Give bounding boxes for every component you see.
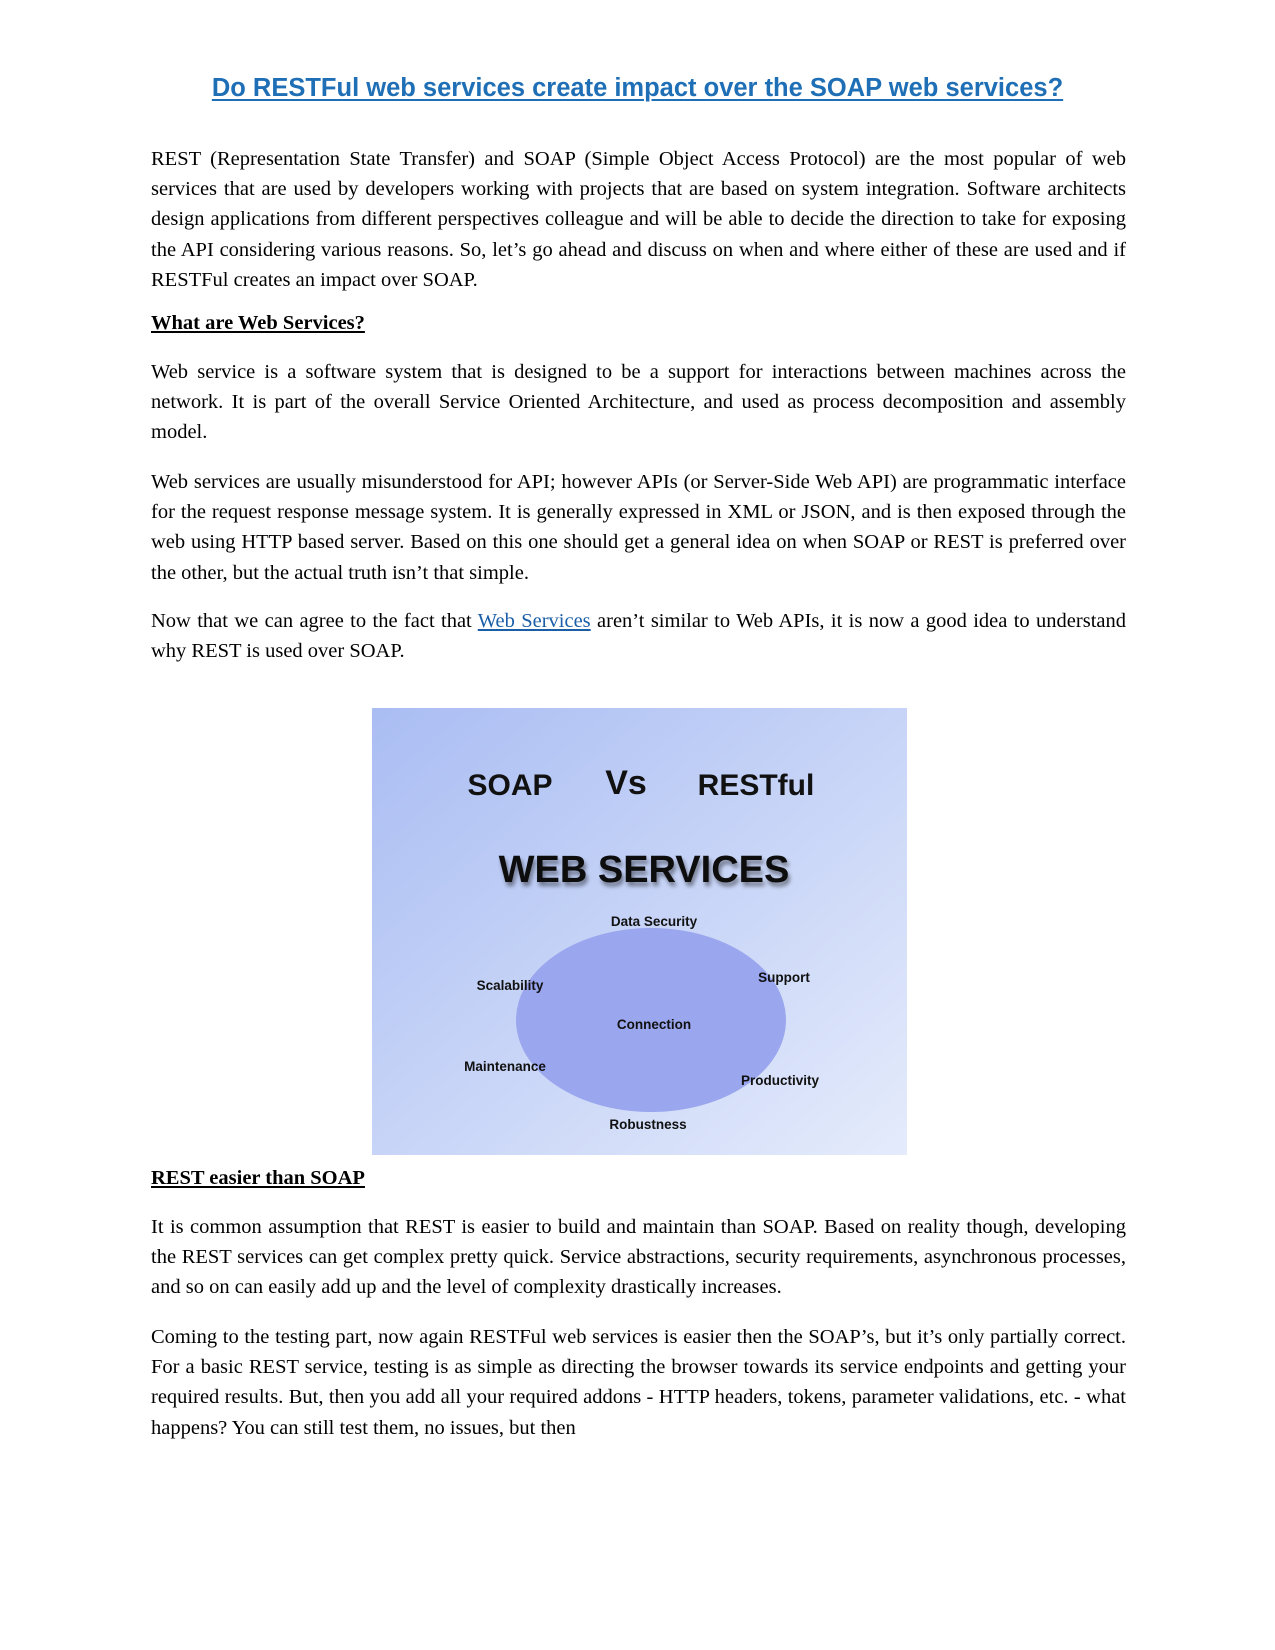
restful-word: RESTful — [697, 769, 815, 802]
section-heading-web-services: What are Web Services? — [151, 312, 365, 334]
label-robustness: Robustness — [609, 1117, 687, 1132]
web-services-paragraph-2: Web services are usually misunderstood for API; however APIs (or Server-Side Web API) are programmatic interface for the request response message system. It is generally expressed in XML or JSON, and is then exposed through the web using HTTP based server. Based on this one should get a general idea on when SOAP or REST is preferred over the other, but the actual truth isn’t that simple. — [151, 471, 1126, 584]
label-connection: Connection — [616, 1017, 692, 1032]
label-scalability: Scalability — [476, 978, 544, 993]
label-support: Support — [758, 970, 810, 985]
label-data-security: Data Security — [610, 914, 698, 929]
rest-easier-paragraph-2: Coming to the testing part, now again RESTFul web services is easier then the SOAP’s, but it’s only partially correct. For a basic REST service, testing is as simple as directing the browser towards its service endpoints and getting your required results. But, then you add all your required addons - HTTP headers, tokens, parameter validations, etc. - what happens? You can still test them, no issues, but then — [151, 1326, 1126, 1439]
web-services-link[interactable]: Web Services — [477, 610, 591, 632]
section-heading-rest-easier: REST easier than SOAP — [151, 1167, 365, 1189]
label-maintenance: Maintenance — [464, 1059, 546, 1074]
intro-paragraph: REST (Representation State Transfer) and SOAP (Simple Object Access Protocol) are the most popular of web services that are used by developers working with projects that are based on system integration. Software architects design applications from different perspectives colleague and will be able to decide the direction to take for exposing the API considering various reasons. So, let’s go ahead and discuss on when and where either of these are used and if RESTFul creates an impact over SOAP. — [151, 148, 1126, 291]
paragraph-text-after-link: aren’t similar to Web APIs, it is now a good idea to understand why REST is used over SOAP. — [151, 610, 1126, 663]
label-productivity: Productivity — [740, 1073, 820, 1088]
soap-vs-restful-figure — [372, 708, 907, 1155]
vs-word: Vs — [605, 764, 647, 802]
soap-word: SOAP — [467, 769, 553, 802]
web-services-paragraph-1: Web service is a software system that is designed to be a support for interactions between machines across the network. It is part of the overall Service Oriented Architecture, and used as process decomposition and assembly model. — [151, 361, 1126, 444]
figure-canvas — [372, 708, 907, 1155]
page-title: Do RESTFul web services create impact over the SOAP web services? — [211, 74, 1064, 102]
paragraph-text-before-link: Now that we can agree to the fact that — [151, 610, 478, 632]
rest-easier-paragraph-1: It is common assumption that REST is easier to build and maintain than SOAP. Based on reality though, developing the REST services can get complex pretty quick. Service abstractions, security requirements, asynchronous processes, and so on can easily add up and the level of complexity drastically increases. — [151, 1216, 1126, 1299]
web-services-paragraph-3 — [151, 606, 1126, 666]
web-services-subtitle: WEB SERVICES — [498, 849, 790, 891]
